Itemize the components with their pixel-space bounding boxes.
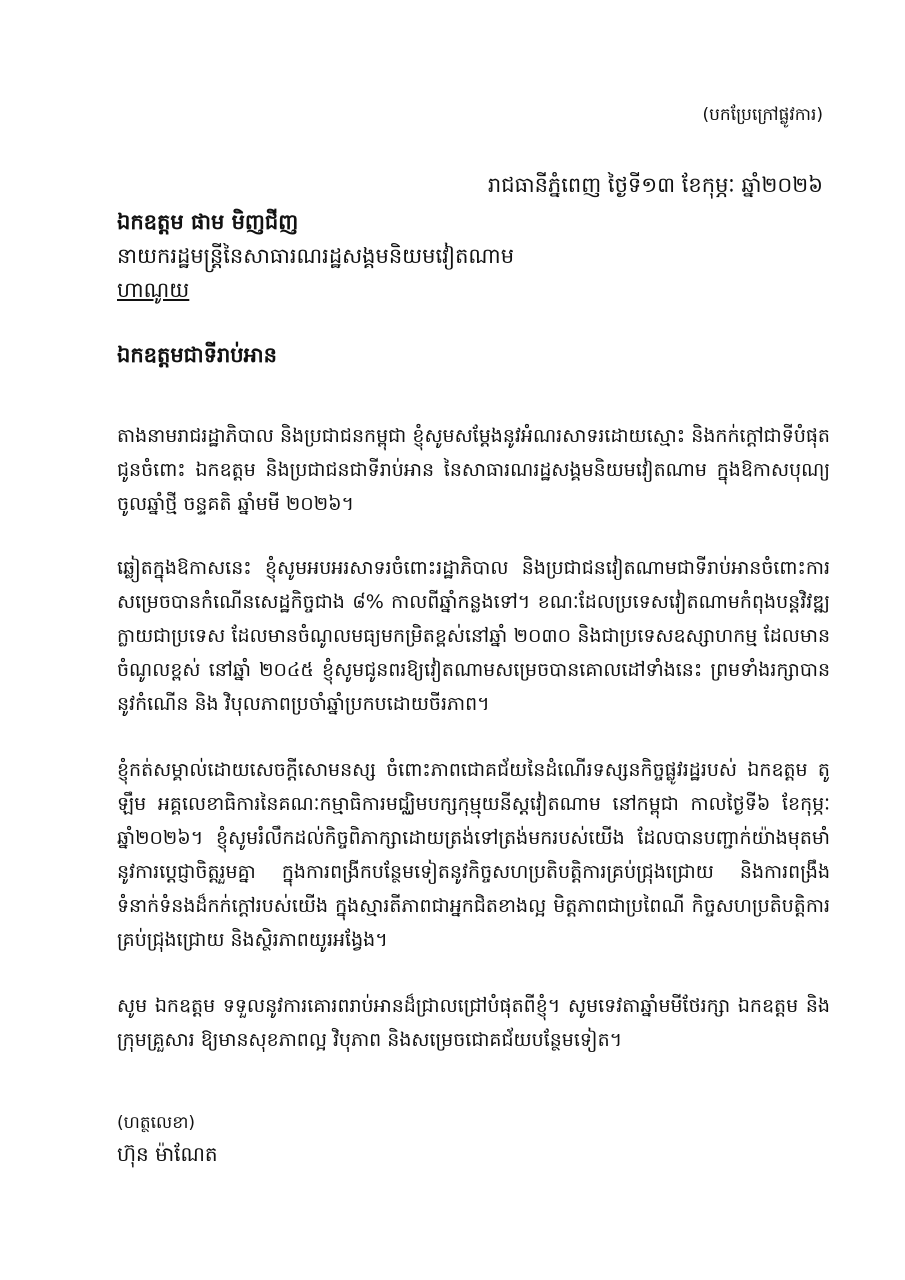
- unofficial-translation-note: (បកប្រែក្រៅផ្លូវការ): [702, 105, 823, 125]
- date-line: រាជធានីភ្នំពេញ ថ្ងៃទី១៣ ខែកុម្ភៈ ឆ្នាំ២០២៦: [487, 173, 823, 197]
- body-paragraph: តាងនាមរាជរដ្ឋាភិបាល និងប្រជាជនកម្ពុជា ខ្ញុំសូមសម្ដែងនូវអំណរសាទរដោយស្មោះ និងកក់ក្ដៅជាទីបំផុត ជូនចំពោះ ឯកឧត្តម និងប្រជាជនជាទីរាប់អាន នៃសាធារណរដ្ឋសង្គមនិយមវៀតណាម ក្នុងឱកាសបុណ្យចូលឆ្នាំថ្មី ចន្ទគតិ ឆ្នាំមមី ២០២៦។: [117, 425, 830, 515]
- body-paragraph: ឆ្លៀតក្នុងឱកាសនេះ ខ្ញុំសូមអបអរសាទរចំពោះរដ្ឋាភិបាល និងប្រជាជនវៀតណាមជាទីរាប់អានចំពោះការសម្រេចបានកំណើនសេដ្ឋកិច្ចជាង ៨% កាលពីឆ្នាំកន្លងទៅ។ ខណៈដែលប្រទេសវៀតណាមកំពុងបន្តវិវឌ្ឍក្លាយជាប្រទេស ដែលមានចំណូលមធ្យមកម្រិតខ្ពស់នៅឆ្នាំ ២០៣០ និងជាប្រទេសឧស្សាហកម្ម ដែលមានចំណូលខ្ពស់ នៅឆ្នាំ ២០៤៥ ខ្ញុំសូមជូនពរឱ្យវៀតណាមសម្រេចបានគោលដៅទាំងនេះ ព្រមទាំងរក្សាបាននូវកំណើន និង វិបុលភាពប្រចាំឆ្នាំប្រកបដោយចីរភាព។: [117, 557, 830, 715]
- greeting: ឯកឧត្តមជាទីរាប់អាន: [117, 343, 277, 367]
- recipient-name: ឯកឧត្តម ផាម មិញជីញ: [117, 210, 299, 234]
- recipient-title: នាយករដ្ឋមន្ត្រីនៃសាធារណរដ្ឋសង្គមនិយមវៀតណាម: [117, 244, 515, 268]
- signer-name: ហ៊ុន ម៉ាណែត: [117, 1142, 218, 1166]
- body-paragraph: ខ្ញុំកត់សម្គាល់ដោយសេចក្ដីសោមនស្ស ចំពោះភាពជោគជ័យនៃដំណើរទស្សនកិច្ចផ្លូវរដ្ឋរបស់ ឯកឧត្តម តូ ឡឹម អគ្គលេខាធិការនៃគណៈកម្មាធិការមជ្ឈិមបក្សកុម្មុយនីស្តវៀតណាម នៅកម្ពុជា កាលថ្ងៃទី៦ ខែកុម្ភៈ ឆ្នាំ២០២៦។ ខ្ញុំសូមរំលឹកដល់កិច្ចពិភាក្សាដោយត្រង់ទៅត្រង់មករបស់យើង ដែលបានបញ្ជាក់យ៉ាងមុតមាំនូវការប្ដេជ្ញាចិត្តរួមគ្នា ក្នុងការពង្រីកបន្ថែមទៀតនូវកិច្ចសហប្រតិបត្តិការគ្រប់ជ្រុងជ្រោយ និងការពង្រឹងទំនាក់ទំនងដ៏កក់ក្ដៅរបស់យើង ក្នុងស្មារតីភាពជាអ្នកជិតខាងល្អ មិត្តភាពជាប្រពៃណី កិច្ចសហប្រតិបត្តិការគ្រប់ជ្រុងជ្រោយ និងស្ថិរភាពយូរអង្វែង។: [117, 759, 830, 951]
- signature-label: (ហត្ថលេខា): [117, 1113, 196, 1133]
- body-paragraph: សូម ឯកឧត្តម ទទួលនូវការគោរពរាប់អានដ៏ជ្រាលជ្រៅបំផុតពីខ្ញុំ។ សូមទេវតាឆ្នាំមមីថែរក្សា ឯកឧត្តម និងក្រុមគ្រួសារ ឱ្យមានសុខភាពល្អ វិបុភាព និងសម្រេចជោគជ័យបន្ថែមទៀត។: [117, 995, 830, 1051]
- recipient-location: ហាណូយ: [117, 278, 190, 302]
- recipient-block: [117, 205, 837, 307]
- signature-block: [117, 1108, 218, 1170]
